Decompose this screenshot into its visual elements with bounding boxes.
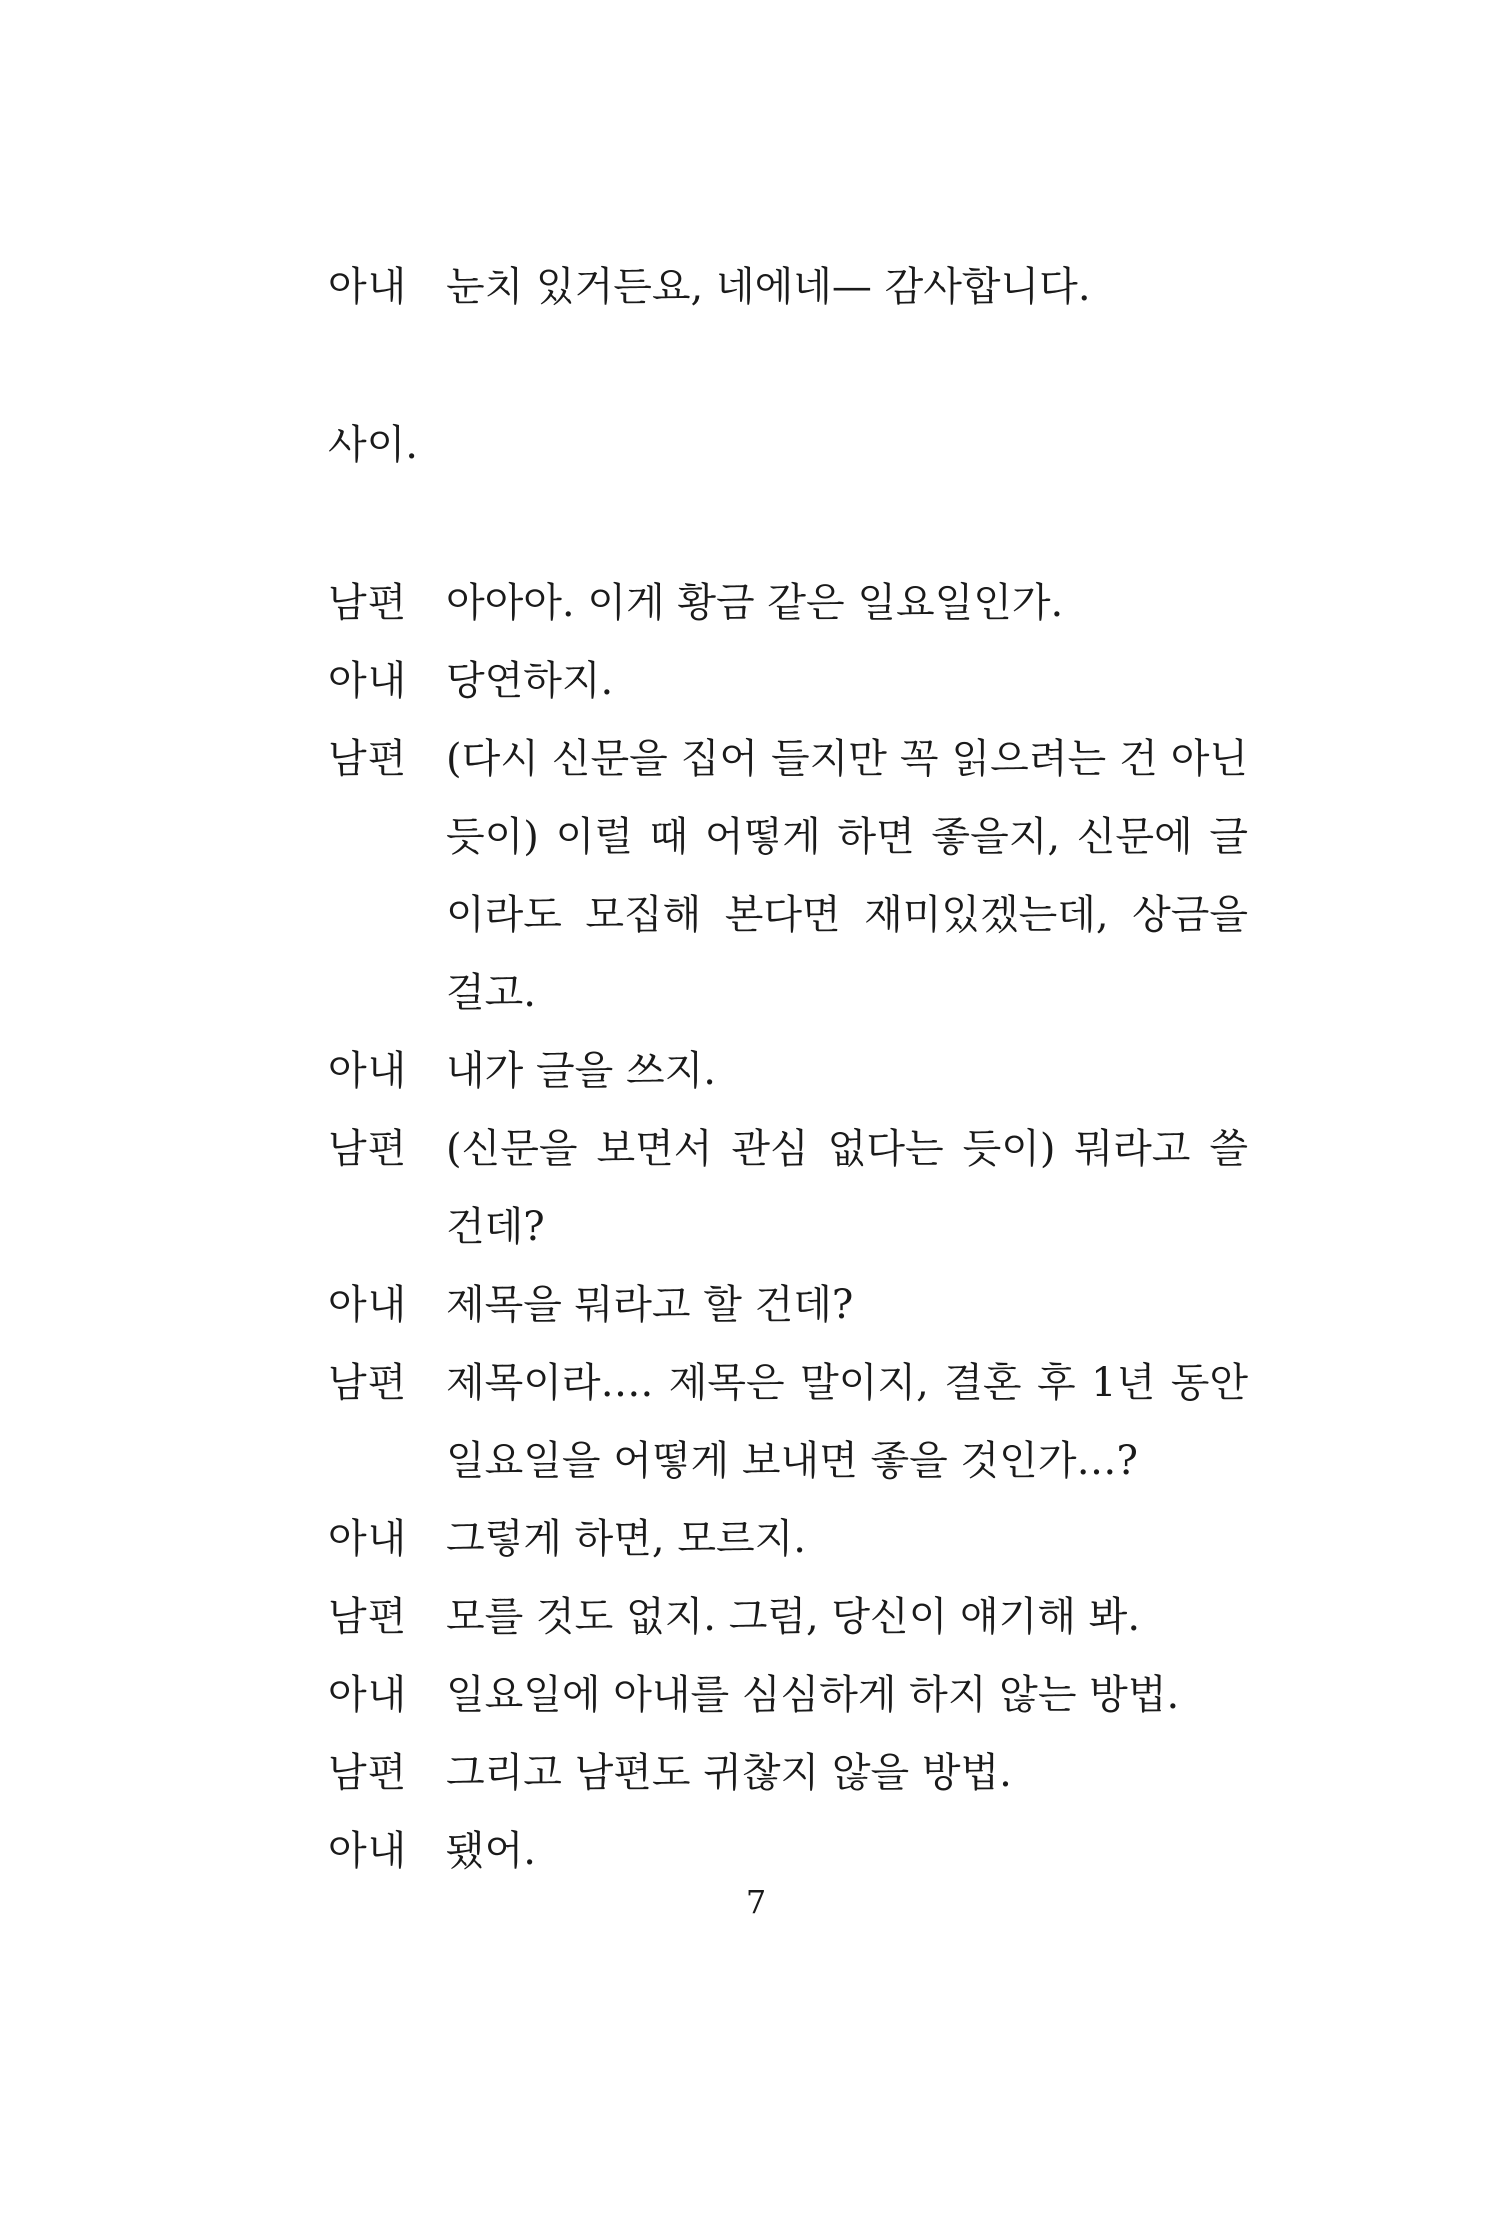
dialogue-line xyxy=(328,1266,1248,1344)
dialogue-line xyxy=(328,1344,1248,1500)
speaker-label: 남편 xyxy=(328,1126,408,1172)
dialogue-line xyxy=(328,564,1248,642)
dialogue-text: 눈치 있거든요, 네에네— 감사합니다. xyxy=(446,264,1091,310)
dialogue-line xyxy=(328,248,1248,326)
speaker-label: 남편 xyxy=(328,736,408,782)
speaker-label: 아내 xyxy=(328,1672,408,1718)
dialogue-line xyxy=(328,1812,1248,1890)
speaker-label: 남편 xyxy=(328,1750,408,1796)
dialogue-text: 그리고 남편도 귀찮지 않을 방법. xyxy=(446,1750,1012,1796)
dialogue-text: 내가 글을 쓰지. xyxy=(446,1048,716,1094)
speaker-label: 아내 xyxy=(328,1516,408,1562)
dialogue-line xyxy=(328,1110,1248,1266)
dialogue-text: 모를 것도 없지. 그럼, 당신이 얘기해 봐. xyxy=(446,1594,1141,1640)
dialogue-text: (신문을 보면서 관심 없다는 듯이) 뭐라고 쓸 건데? xyxy=(446,1126,1248,1250)
dialogue-line xyxy=(328,720,1248,1032)
dialogue-text: 됐어. xyxy=(446,1828,536,1874)
dialogue-line xyxy=(328,1578,1248,1656)
speaker-label: 아내 xyxy=(328,1048,408,1094)
dialogue-text: 제목을 뭐라고 할 건데? xyxy=(446,1282,854,1328)
speaker-label: 아내 xyxy=(328,1282,408,1328)
stage-direction: 사이. xyxy=(328,422,418,468)
dialogue-line xyxy=(328,1500,1248,1578)
dialogue-text: 당연하지. xyxy=(446,658,614,704)
dialogue-line xyxy=(328,642,1248,720)
speaker-label: 아내 xyxy=(328,1828,408,1874)
dialogue-text: 그렇게 하면, 모르지. xyxy=(446,1516,806,1562)
page-number: 7 xyxy=(745,1883,767,1921)
dialogue-line xyxy=(328,1032,1248,1110)
speaker-label: 아내 xyxy=(328,658,408,704)
dialogue-text: 제목이라…. 제목은 말이지, 결혼 후 1년 동안 일요일을 어떻게 보내면 좋을 것인가…? xyxy=(446,1360,1248,1484)
script-body xyxy=(328,248,1248,1890)
speaker-label: 남편 xyxy=(328,580,408,626)
dialogue-text: (다시 신문을 집어 들지만 꼭 읽으려는 건 아닌 듯이) 이럴 때 어떻게 하면 좋을지, 신문에 글이라도 모집해 본다면 재미있겠는데, 상금을 걸고. xyxy=(446,736,1248,1016)
speaker-label: 아내 xyxy=(328,264,408,310)
dialogue-text: 아아아. 이게 황금 같은 일요일인가. xyxy=(446,580,1064,626)
dialogue-text: 일요일에 아내를 심심하게 하지 않는 방법. xyxy=(446,1672,1180,1718)
speaker-label: 남편 xyxy=(328,1594,408,1640)
dialogue-line xyxy=(328,1734,1248,1812)
dialogue-line xyxy=(328,1656,1248,1734)
speaker-label: 남편 xyxy=(328,1360,408,1406)
